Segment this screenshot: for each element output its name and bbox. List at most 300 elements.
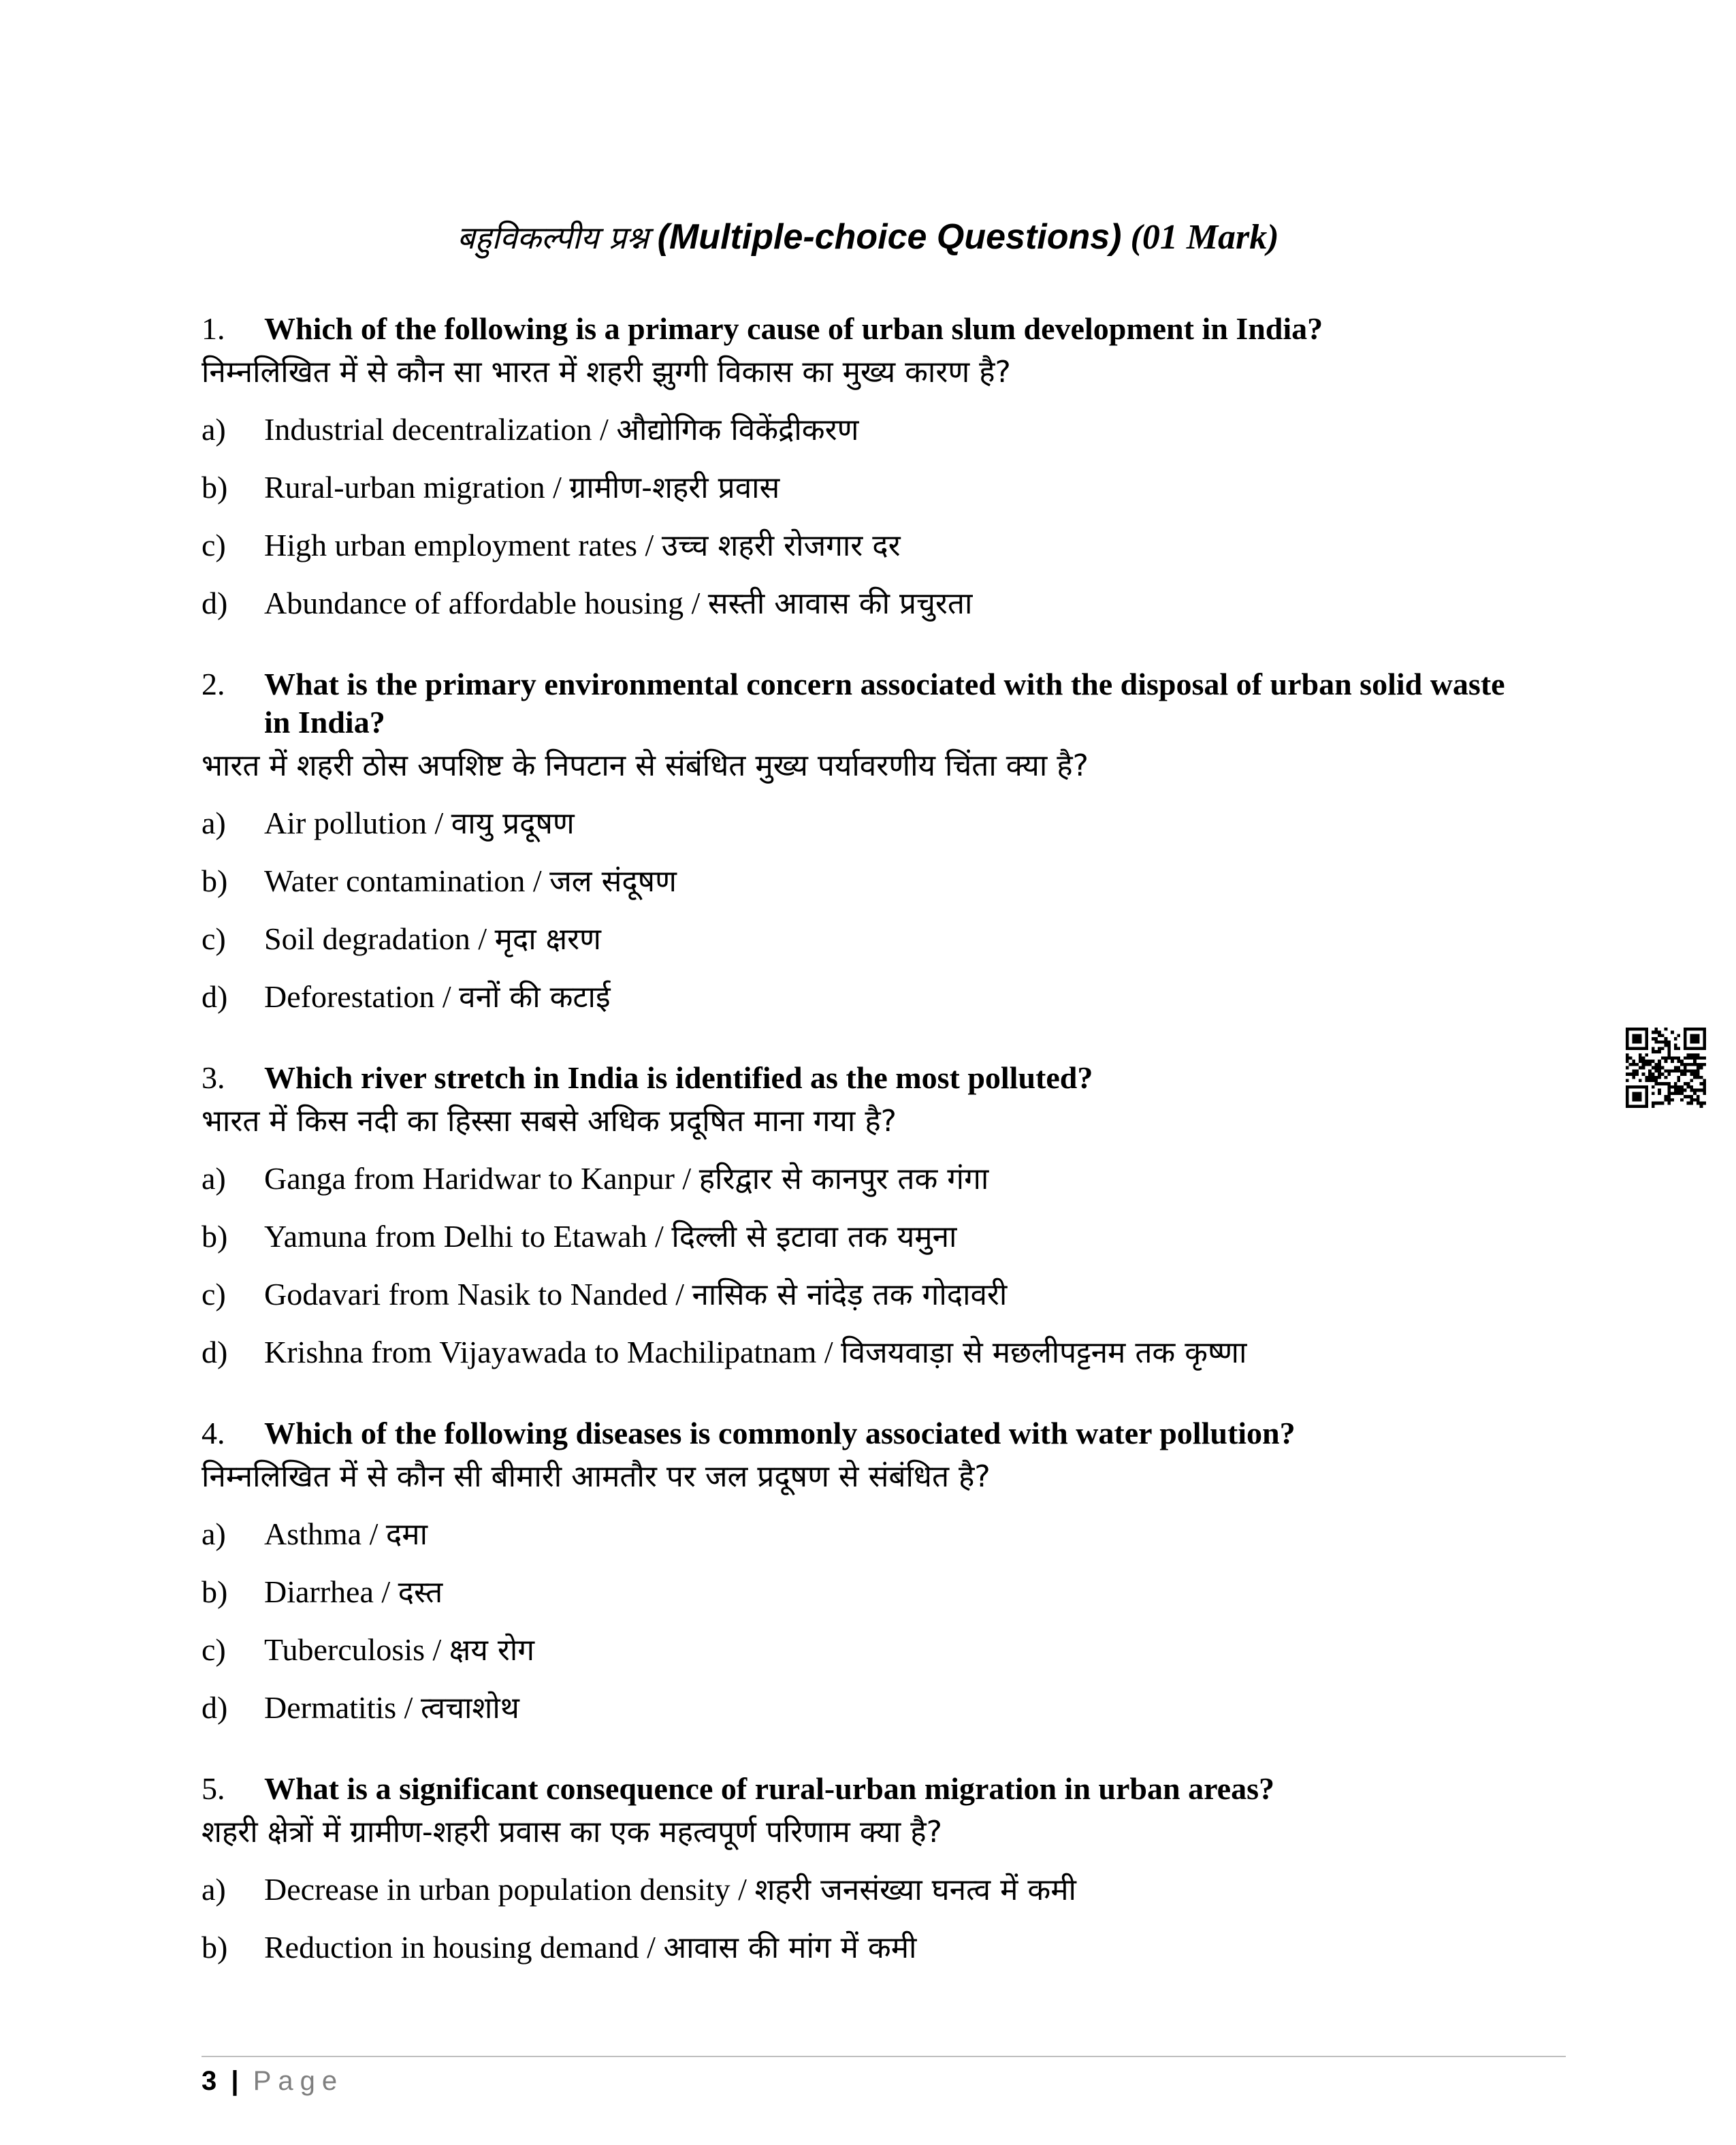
option-text-hindi: आवास की मांग में कमी: [663, 1930, 917, 1965]
option-letter: a): [202, 1516, 226, 1551]
qr-module: [1635, 1047, 1639, 1050]
section-heading: [0, 212, 1736, 262]
qr-module: [1658, 1076, 1661, 1079]
question-english: [202, 1059, 1536, 1097]
option-2-3: [202, 910, 1536, 968]
qr-module: [1684, 1095, 1687, 1098]
option-text-english: Dermatitis /: [264, 1690, 413, 1725]
qr-module: [1693, 1092, 1697, 1095]
qr-module: [1667, 1102, 1671, 1105]
qr-module: [1690, 1028, 1693, 1031]
qr-module: [1690, 1040, 1693, 1044]
option-text: [264, 910, 601, 968]
qr-module: [1661, 1040, 1665, 1044]
qr-module: [1690, 1063, 1693, 1066]
qr-module: [1626, 1095, 1629, 1098]
qr-module: [1700, 1066, 1703, 1070]
qr-module: [1690, 1053, 1693, 1057]
qr-module: [1667, 1089, 1671, 1092]
qr-module: [1677, 1047, 1681, 1050]
option-letter: d): [202, 586, 228, 620]
qr-module: [1632, 1037, 1635, 1040]
qr-module: [1680, 1072, 1684, 1076]
question-2: [202, 665, 1536, 1026]
qr-module: [1687, 1047, 1690, 1050]
qr-module: [1667, 1056, 1671, 1060]
qr-module: [1626, 1037, 1629, 1040]
option-text-hindi: दिल्ली से इटावा तक यमुना: [671, 1220, 957, 1254]
option-text-english: Ganga from Haridwar to Kanpur /: [264, 1161, 692, 1196]
option-4-3: [202, 1621, 1536, 1679]
qr-module: [1645, 1098, 1648, 1102]
option-1-1: [202, 401, 1536, 459]
option-letter: b): [202, 863, 228, 898]
qr-module: [1652, 1060, 1655, 1063]
qr-module: [1632, 1092, 1635, 1095]
qr-module: [1684, 1066, 1687, 1070]
option-text: [264, 795, 575, 853]
qr-module: [1629, 1028, 1633, 1031]
qr-module: [1697, 1028, 1700, 1031]
heading-english: (Multiple-choice Questions): [657, 217, 1122, 257]
qr-module: [1700, 1105, 1703, 1108]
qr-module: [1652, 1037, 1655, 1040]
qr-module: [1697, 1040, 1700, 1044]
option-text: [264, 1621, 534, 1679]
qr-module: [1665, 1044, 1668, 1047]
qr-module: [1632, 1069, 1635, 1072]
qr-module: [1632, 1105, 1635, 1108]
qr-module: [1690, 1079, 1693, 1083]
qr-module: [1665, 1069, 1668, 1072]
question-5: [202, 1770, 1536, 1977]
qr-module: [1645, 1044, 1648, 1047]
qr-module: [1652, 1105, 1655, 1108]
qr-module: [1687, 1085, 1690, 1089]
qr-module: [1677, 1069, 1681, 1072]
qr-module: [1645, 1063, 1648, 1066]
qr-module: [1652, 1092, 1655, 1095]
qr-module: [1626, 1098, 1629, 1102]
qr-module: [1697, 1098, 1700, 1102]
qr-module: [1693, 1089, 1697, 1092]
qr-module: [1674, 1037, 1677, 1040]
qr-module: [1645, 1105, 1648, 1108]
page-footer: [202, 2062, 344, 2100]
qr-module: [1642, 1028, 1645, 1031]
qr-module: [1654, 1102, 1658, 1105]
qr-module: [1639, 1079, 1642, 1083]
qr-module: [1639, 1105, 1642, 1108]
qr-module: [1665, 1076, 1668, 1079]
option-text-english: Abundance of affordable housing /: [264, 586, 701, 620]
qr-module: [1658, 1060, 1661, 1063]
qr-module: [1700, 1047, 1703, 1050]
option-text-english: Soil degradation /: [264, 921, 487, 956]
qr-module: [1645, 1095, 1648, 1098]
qr-module: [1697, 1072, 1700, 1076]
option-text-english: Industrial decentralization /: [264, 412, 609, 447]
qr-module: [1661, 1072, 1665, 1076]
option-text-english: Deforestation /: [264, 979, 451, 1014]
option-letter: a): [202, 806, 226, 840]
qr-module: [1671, 1092, 1674, 1095]
qr-module: [1671, 1031, 1674, 1034]
qr-module: [1642, 1060, 1645, 1063]
question-text-hindi: निम्नलिखित में से कौन सा भारत में शहरी झुग्गी विकास का मुख्य कारण है?: [202, 355, 1011, 390]
option-text-hindi: जल संदूषण: [549, 864, 677, 899]
qr-module: [1703, 1082, 1706, 1085]
heading-hindi: बहुविकल्पीय प्रश्न: [457, 219, 649, 256]
qr-module: [1654, 1066, 1658, 1070]
qr-module: [1648, 1063, 1652, 1066]
qr-module: [1658, 1102, 1661, 1105]
qr-module: [1645, 1037, 1648, 1040]
option-text-english: High urban employment rates /: [264, 528, 654, 562]
qr-module: [1677, 1092, 1681, 1095]
qr-module: [1687, 1056, 1690, 1060]
option-letter: a): [202, 1161, 226, 1196]
qr-module: [1645, 1047, 1648, 1050]
qr-module: [1635, 1072, 1639, 1076]
qr-module: [1648, 1079, 1652, 1083]
qr-module: [1658, 1082, 1661, 1085]
qr-module: [1665, 1060, 1668, 1063]
qr-module: [1652, 1079, 1655, 1083]
qr-module: [1629, 1105, 1633, 1108]
qr-module: [1645, 1079, 1648, 1083]
qr-module: [1652, 1047, 1655, 1050]
option-letter: b): [202, 1219, 228, 1254]
option-letter: a): [202, 412, 226, 447]
option-text: [264, 1861, 1076, 1919]
qr-module: [1665, 1037, 1668, 1040]
qr-module: [1626, 1047, 1629, 1050]
qr-module: [1703, 1040, 1706, 1044]
qr-module: [1654, 1069, 1658, 1072]
option-text: [264, 575, 972, 633]
qr-module: [1680, 1089, 1684, 1092]
qr-module: [1667, 1095, 1671, 1098]
qr-module: [1658, 1050, 1661, 1053]
option-letter: b): [202, 1574, 228, 1609]
footer-divider: [202, 2056, 1566, 2057]
qr-module: [1690, 1069, 1693, 1072]
qr-module: [1674, 1082, 1677, 1085]
qr-module: [1652, 1031, 1655, 1034]
qr-module: [1626, 1060, 1629, 1063]
qr-module: [1700, 1102, 1703, 1105]
option-text-english: Yamuna from Delhi to Etawah /: [264, 1219, 664, 1254]
qr-module: [1645, 1092, 1648, 1095]
qr-module: [1626, 1028, 1629, 1031]
option-letter: b): [202, 1930, 228, 1965]
qr-module: [1632, 1095, 1635, 1098]
qr-module: [1703, 1037, 1706, 1040]
qr-module: [1658, 1092, 1661, 1095]
qr-module: [1632, 1063, 1635, 1066]
qr-module: [1697, 1053, 1700, 1057]
qr-module: [1703, 1056, 1706, 1060]
qr-module: [1697, 1089, 1700, 1092]
qr-module: [1693, 1037, 1697, 1040]
qr-module: [1639, 1066, 1642, 1070]
qr-module: [1684, 1037, 1687, 1040]
qr-module: [1703, 1044, 1706, 1047]
qr-module: [1693, 1069, 1697, 1072]
qr-module: [1684, 1089, 1687, 1092]
qr-module: [1693, 1053, 1697, 1057]
qr-module: [1693, 1060, 1697, 1063]
qr-module: [1626, 1085, 1629, 1089]
qr-module: [1671, 1056, 1674, 1060]
qr-module: [1658, 1063, 1661, 1066]
qr-module: [1680, 1060, 1684, 1063]
qr-module: [1687, 1069, 1690, 1072]
option-text-english: Krishna from Vijayawada to Machilipatnam /: [264, 1335, 833, 1369]
qr-module: [1680, 1092, 1684, 1095]
qr-module: [1645, 1031, 1648, 1034]
option-text-hindi: ग्रामीण-शहरी प्रवास: [569, 471, 780, 505]
qr-code-icon: [1626, 1028, 1706, 1108]
qr-module: [1639, 1053, 1642, 1057]
qr-module: [1629, 1047, 1633, 1050]
question-text-hindi: भारत में शहरी ठोस अपशिष्ट के निपटान से संबंधित मुख्य पर्यावरणीय चिंता क्या है?: [202, 748, 1089, 783]
qr-module: [1645, 1085, 1648, 1089]
qr-module: [1703, 1034, 1706, 1037]
heading-marks: (01 Mark): [1130, 218, 1279, 257]
qr-module: [1697, 1095, 1700, 1098]
qr-module: [1654, 1040, 1658, 1044]
qr-module: [1680, 1069, 1684, 1072]
qr-module: [1665, 1082, 1668, 1085]
qr-module: [1642, 1056, 1645, 1060]
qr-module: [1677, 1066, 1681, 1070]
qr-module: [1652, 1102, 1655, 1105]
qr-module: [1639, 1028, 1642, 1031]
qr-module: [1674, 1044, 1677, 1047]
qr-module: [1652, 1076, 1655, 1079]
qr-module: [1700, 1063, 1703, 1066]
qr-module: [1626, 1044, 1629, 1047]
qr-module: [1639, 1085, 1642, 1089]
qr-module: [1642, 1105, 1645, 1108]
qr-module: [1690, 1037, 1693, 1040]
question-number: 3.: [202, 1060, 225, 1095]
qr-module: [1665, 1056, 1668, 1060]
option-letter: b): [202, 470, 228, 505]
qr-module: [1697, 1102, 1700, 1105]
page-label: Page: [253, 2066, 344, 2096]
question-english: [202, 1770, 1536, 1808]
question-text-english: What is the primary environmental concern associated with the disposal of urban solid waste in India?: [264, 667, 1505, 740]
option-2-4: [202, 968, 1536, 1026]
option-text-hindi: नासिक से नांदेड़ तक गोदावरी: [692, 1277, 1008, 1312]
qr-module: [1661, 1034, 1665, 1037]
qr-module: [1658, 1031, 1661, 1034]
qr-module: [1654, 1031, 1658, 1034]
option-text-english: Rural-urban migration /: [264, 470, 562, 505]
question-english: [202, 1414, 1536, 1452]
qr-module: [1684, 1072, 1687, 1076]
qr-module: [1674, 1089, 1677, 1092]
qr-module: [1693, 1040, 1697, 1044]
qr-module: [1648, 1069, 1652, 1072]
qr-module: [1635, 1069, 1639, 1072]
qr-module: [1654, 1079, 1658, 1083]
qr-module: [1667, 1085, 1671, 1089]
option-letter: c): [202, 528, 226, 562]
qr-module: [1626, 1102, 1629, 1105]
option-text-english: Asthma /: [264, 1516, 379, 1551]
option-text-hindi: विजयवाड़ा से मछलीपट्टनम तक कृष्णा: [841, 1335, 1247, 1370]
qr-module: [1665, 1098, 1668, 1102]
option-1-2: [202, 459, 1536, 517]
qr-module: [1690, 1034, 1693, 1037]
question-number: 1.: [202, 311, 225, 346]
qr-module: [1658, 1040, 1661, 1044]
qr-module: [1697, 1047, 1700, 1050]
option-text: [264, 1563, 443, 1621]
qr-module: [1654, 1063, 1658, 1066]
qr-module: [1635, 1092, 1639, 1095]
qr-module: [1684, 1031, 1687, 1034]
qr-module: [1652, 1085, 1655, 1089]
qr-module: [1671, 1060, 1674, 1063]
qr-module: [1632, 1060, 1635, 1063]
qr-module: [1690, 1047, 1693, 1050]
qr-module: [1658, 1066, 1661, 1070]
option-4-2: [202, 1563, 1536, 1621]
qr-module: [1693, 1056, 1697, 1060]
option-text-hindi: सस्ती आवास की प्रचुरता: [707, 586, 973, 621]
qr-module: [1703, 1102, 1706, 1105]
qr-module: [1697, 1063, 1700, 1066]
question-list: [202, 310, 1536, 2009]
option-text-english: Water contamination /: [264, 863, 542, 898]
qr-module: [1658, 1047, 1661, 1050]
qr-module: [1690, 1098, 1693, 1102]
question-english: [202, 665, 1536, 742]
question-text-hindi: निम्नलिखित में से कौन सी बीमारी आमतौर पर जल प्रदूषण से संबंधित है?: [202, 1459, 991, 1494]
option-text-english: Godavari from Nasik to Nanded /: [264, 1277, 685, 1312]
qr-module: [1632, 1047, 1635, 1050]
qr-module: [1635, 1040, 1639, 1044]
qr-module: [1639, 1037, 1642, 1040]
option-text: [264, 459, 779, 517]
qr-module: [1645, 1102, 1648, 1105]
qr-module: [1690, 1089, 1693, 1092]
qr-module: [1703, 1063, 1706, 1066]
qr-module: [1687, 1053, 1690, 1057]
qr-module: [1684, 1044, 1687, 1047]
qr-module: [1687, 1028, 1690, 1031]
option-letter: c): [202, 1277, 226, 1312]
qr-module: [1639, 1098, 1642, 1102]
option-3-4: [202, 1324, 1536, 1382]
qr-module: [1654, 1028, 1658, 1031]
option-1-4: [202, 575, 1536, 633]
qr-module: [1626, 1105, 1629, 1108]
option-text: [264, 517, 901, 575]
qr-module: [1652, 1072, 1655, 1076]
question-3: [202, 1059, 1536, 1382]
qr-module: [1654, 1037, 1658, 1040]
qr-module: [1645, 1060, 1648, 1063]
qr-module: [1639, 1060, 1642, 1063]
qr-module: [1697, 1076, 1700, 1079]
qr-module: [1667, 1072, 1671, 1076]
qr-module: [1667, 1098, 1671, 1102]
qr-module: [1674, 1056, 1677, 1060]
qr-module: [1693, 1098, 1697, 1102]
option-3-3: [202, 1266, 1536, 1324]
option-text-english: Decrease in urban population density /: [264, 1872, 747, 1907]
qr-module: [1661, 1102, 1665, 1105]
qr-module: [1626, 1089, 1629, 1092]
qr-module: [1700, 1028, 1703, 1031]
qr-module: [1629, 1085, 1633, 1089]
qr-module: [1642, 1066, 1645, 1070]
option-text-hindi: दमा: [385, 1517, 428, 1552]
qr-module: [1665, 1040, 1668, 1044]
qr-module: [1626, 1053, 1629, 1057]
qr-module: [1667, 1053, 1671, 1057]
qr-module: [1645, 1076, 1648, 1079]
question-1: [202, 310, 1536, 633]
qr-module: [1639, 1092, 1642, 1095]
qr-module: [1703, 1031, 1706, 1034]
qr-module: [1697, 1056, 1700, 1060]
qr-module: [1632, 1076, 1635, 1079]
qr-module: [1677, 1085, 1681, 1089]
qr-module: [1680, 1063, 1684, 1066]
option-5-1: [202, 1861, 1536, 1919]
qr-module: [1690, 1102, 1693, 1105]
option-3-1: [202, 1150, 1536, 1208]
qr-module: [1642, 1047, 1645, 1050]
qr-module: [1703, 1092, 1706, 1095]
qr-module: [1690, 1085, 1693, 1089]
qr-module: [1684, 1056, 1687, 1060]
qr-module: [1667, 1092, 1671, 1095]
option-text-hindi: शहरी जनसंख्या घनत्व में कमी: [754, 1873, 1076, 1907]
qr-module: [1629, 1056, 1633, 1060]
qr-module: [1684, 1069, 1687, 1072]
qr-module: [1700, 1056, 1703, 1060]
qr-module: [1639, 1095, 1642, 1098]
qr-module: [1684, 1063, 1687, 1066]
option-text-hindi: क्षय रोग: [449, 1633, 534, 1668]
qr-module: [1671, 1069, 1674, 1072]
qr-module: [1645, 1034, 1648, 1037]
qr-module: [1665, 1028, 1668, 1031]
qr-module: [1626, 1040, 1629, 1044]
option-text-hindi: हरिद्वार से कानपुर तक गंगा: [698, 1162, 989, 1196]
qr-module: [1635, 1028, 1639, 1031]
qr-module: [1652, 1050, 1655, 1053]
option-text: [264, 1679, 519, 1737]
qr-module: [1703, 1089, 1706, 1092]
qr-module: [1632, 1085, 1635, 1089]
footer-separator: |: [231, 2066, 239, 2096]
qr-module: [1687, 1102, 1690, 1105]
question-text-hindi: शहरी क्षेत्रों में ग्रामीण-शहरी प्रवास का एक महत्वपूर्ण परिणाम क्या है?: [202, 1815, 942, 1849]
qr-module: [1658, 1034, 1661, 1037]
qr-module: [1674, 1066, 1677, 1070]
option-text-english: Tuberculosis /: [264, 1632, 442, 1667]
qr-module: [1661, 1047, 1665, 1050]
